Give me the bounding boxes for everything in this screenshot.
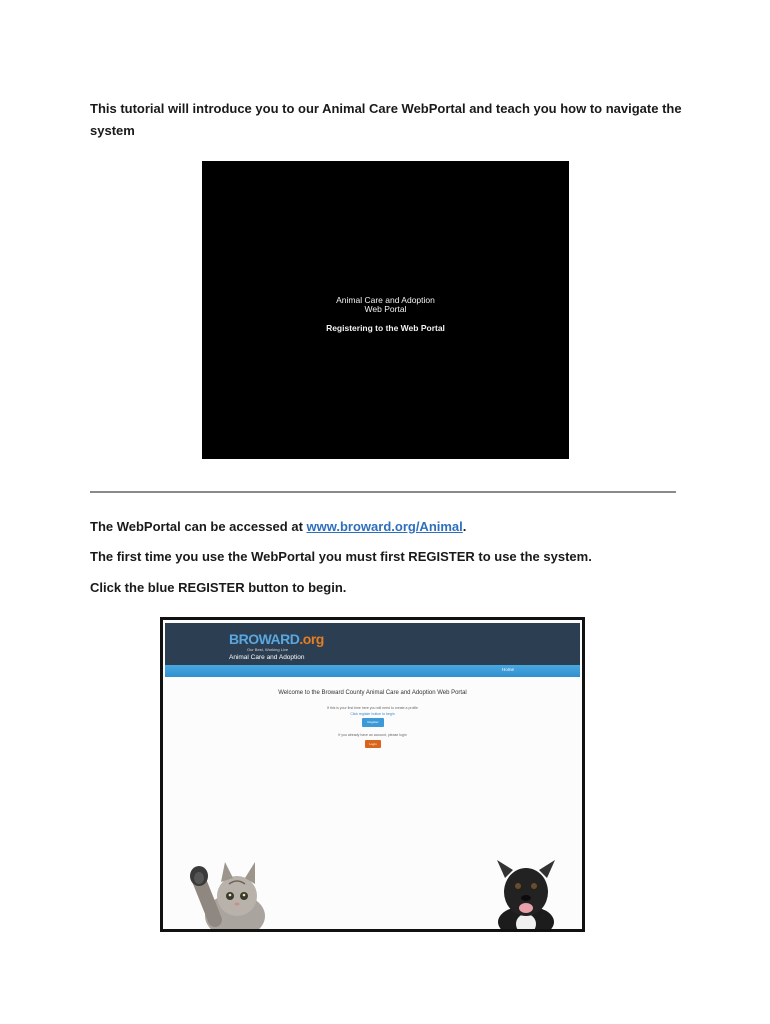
logo-tagline: Our Best, Working Live (247, 647, 289, 652)
horizontal-divider (90, 491, 676, 493)
portal-site-name: Animal Care and Adoption (229, 654, 305, 661)
video-title-line2: Web Portal (364, 304, 407, 314)
puppy-image (493, 856, 559, 932)
existing-account-instruction: If you already have an account, please login (338, 733, 407, 737)
logo-main: BROWARD (229, 631, 300, 647)
access-prefix: The WebPortal can be accessed at (90, 519, 307, 534)
access-suffix: . (462, 519, 467, 534)
video-title-line1: Animal Care and Adoption (336, 295, 435, 305)
login-button[interactable]: Login (365, 740, 381, 748)
click-register-paragraph: Click the blue REGISTER button to begin. (90, 580, 347, 595)
access-paragraph (90, 519, 466, 535)
portal-nav-bar (165, 665, 580, 677)
broward-logo (229, 631, 324, 647)
portal-screenshot (160, 617, 585, 932)
portal-welcome-heading: Welcome to the Broward County Animal Care and Adoption Web Portal (278, 690, 467, 696)
portal-link[interactable]: www.broward.org/Animal (306, 519, 463, 534)
kitten-image (175, 858, 271, 932)
first-time-paragraph: The first time you use the WebPortal you must first REGISTER to use the system. (90, 549, 592, 564)
video-subtitle: Registering to the Web Portal (326, 323, 445, 333)
click-register-instruction: Click register button to begin (350, 712, 395, 716)
tutorial-video[interactable] (202, 161, 569, 459)
portal-header (165, 623, 580, 665)
nav-home-link[interactable]: Home (501, 667, 514, 672)
register-button[interactable]: Register (362, 718, 384, 727)
first-time-instruction: If this is your first time here you will need to create a profile (326, 706, 419, 710)
intro-text: This tutorial will introduce you to our Animal Care WebPortal and teach you how to navigate the system (90, 101, 682, 138)
logo-org: .org (299, 631, 324, 647)
